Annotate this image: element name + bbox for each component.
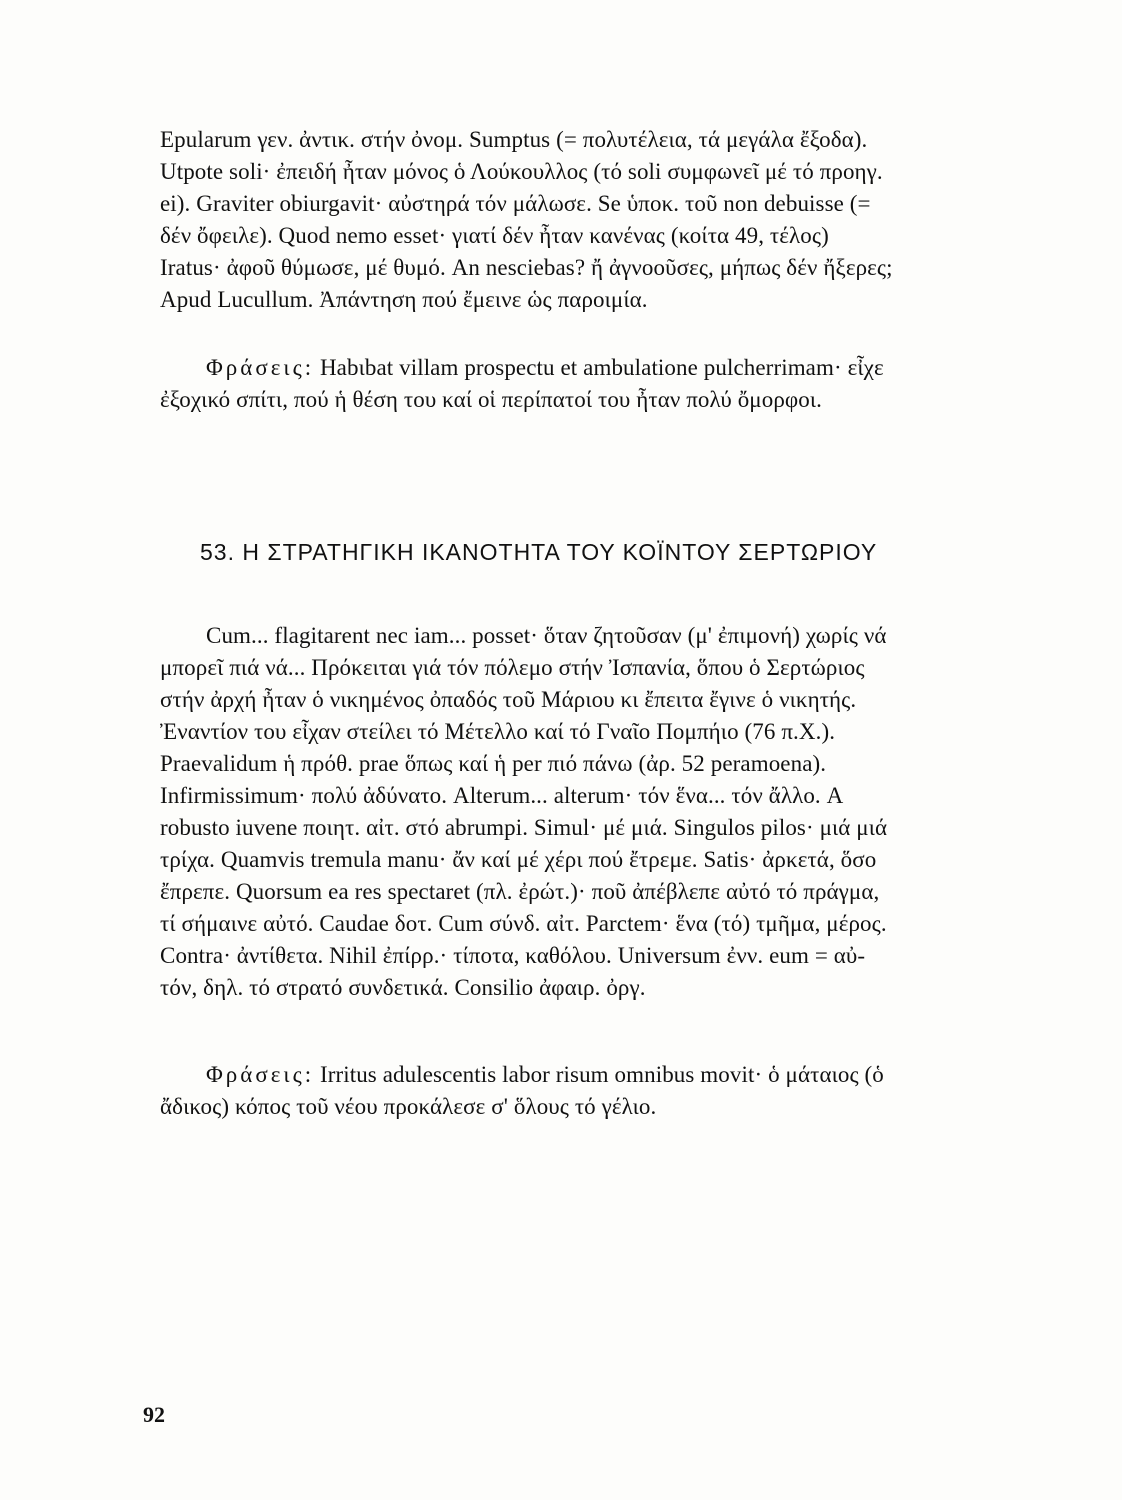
text-line: Contra· ἀντίθετα. Nihil ἐπίρρ.· τίποτα, καθόλου. Universum ἐνν. eum = αὐ- xyxy=(160,943,866,968)
text-line: τόν, δηλ. τό στρατό συνδετικά. Consilio ἀφαιρ. ὀργ. xyxy=(160,975,646,1000)
text-line: Utpote soli· ἐπειδή ἦταν μόνος ὁ Λούκουλλος (τό soli συμφωνεῖ μέ τό προηγ. xyxy=(160,159,883,184)
phrases-paragraph-1 xyxy=(160,352,1100,416)
text-line: ἐξοχικό σπίτι, πού ἡ θέση του καί οἱ περίπατοί του ἦταν πολύ ὄμορφοι. xyxy=(160,387,823,412)
phrases-label: Φράσεις: xyxy=(206,1062,315,1087)
phrases-label: Φράσεις: xyxy=(206,355,315,380)
text-line: ei). Graviter obiurgavit· αὐστηρά τόν μάλωσε. Se ὑποκ. τοῦ non debuisse (= xyxy=(160,191,871,216)
phrase-text: Irritus adulescentis labor risum omnibus movit· ὁ μάταιος (ὁ xyxy=(319,1062,884,1087)
section-title: 53. Η ΣΤΡΑΤΗΓΙΚΗ ΙΚΑΝΟΤΗΤΑ ΤΟΥ ΚΟΪΝΤΟΥ ΣΕΡΤΩΡΙΟΥ xyxy=(200,539,878,565)
phrases-paragraph-2 xyxy=(160,1059,1100,1123)
text-line: Infirmissimum· πολύ ἀδύνατο. Alterum... alterum· τόν ἕνα... τόν ἄλλο. A xyxy=(160,783,844,808)
text-line: Praevalidum ἡ πρόθ. prae ὅπως καί ἡ per πιό πάνω (ἀρ. 52 peramoena). xyxy=(160,751,827,776)
text-line: Cum... flagitarent nec iam... posset· ὅταν ζητοῦσαν (μ' ἐπιμονή) χωρίς νά xyxy=(206,623,887,648)
section-heading xyxy=(200,536,1060,568)
text-line: Ἐναντίον του εἶχαν στείλει τό Μέτελλο καί τό Γναῖο Πομπήιο (76 π.Χ.). xyxy=(160,719,836,744)
text-line: δέν ὄφειλε). Quod nemo esset· γιατί δέν ἦταν κανένας (κοίτα 49, τέλος) xyxy=(160,223,829,248)
text-line: μπορεῖ πιά νά... Πρόκειται γιά τόν πόλεμο στήν Ἰσπανία, ὅπου ὁ Σερτώριος xyxy=(160,655,865,680)
text-line: Apud Lucullum. Ἀπάντηση πού ἔμεινε ὡς παροιμία. xyxy=(160,287,648,312)
phrase-text: Habιbat villam prospectu et ambulatione pulcherrimam· εἶχε xyxy=(319,355,884,380)
commentary-paragraph-1 xyxy=(160,124,1100,316)
text-line: Iratus· ἀφοῦ θύμωσε, μέ θυμό. An nesciebas? ἤ ἀγνοοῦσες, μήπως δέν ἤξερες; xyxy=(160,255,893,280)
text-line xyxy=(160,1059,1100,1091)
text-line xyxy=(160,352,1100,384)
text-line: στήν ἀρχή ἦταν ὁ νικημένος ὀπαδός τοῦ Μάριου κι ἔπειτα ἔγινε ὁ νικητής. xyxy=(160,687,857,712)
commentary-paragraph-2 xyxy=(160,620,1100,1004)
text-line: Epularum γεν. ἀντικ. στήν ὀνομ. Sumptus (= πολυτέλεια, τά μεγάλα ἔξοδα). xyxy=(160,127,868,152)
text-line: τρίχα. Quamvis tremula manu· ἄν καί μέ χέρι πού ἔτρεμε. Satis· ἀρκετά, ὅσο xyxy=(160,847,877,872)
text-line: τί σήμαινε αὐτό. Caudae δοτ. Cum σύνδ. αἰτ. Parctem· ἕνα (τό) τμῆμα, μέρος. xyxy=(160,911,887,936)
text-line: ἔπρεπε. Quorsum ea res spectaret (πλ. ἐρώτ.)· ποῦ ἀπέβλεπε αὐτό τό πράγμα, xyxy=(160,879,880,904)
text-line: ἄδικος) κόπος τοῦ νέου προκάλεσε σ' ὅλους τό γέλιο. xyxy=(160,1094,657,1119)
text-line: robusto iuvene ποιητ. αἰτ. στό abrumpi. Simul· μέ μιά. Singulos pilos· μιά μιά xyxy=(160,815,888,840)
page-number: 92 xyxy=(143,1402,165,1427)
